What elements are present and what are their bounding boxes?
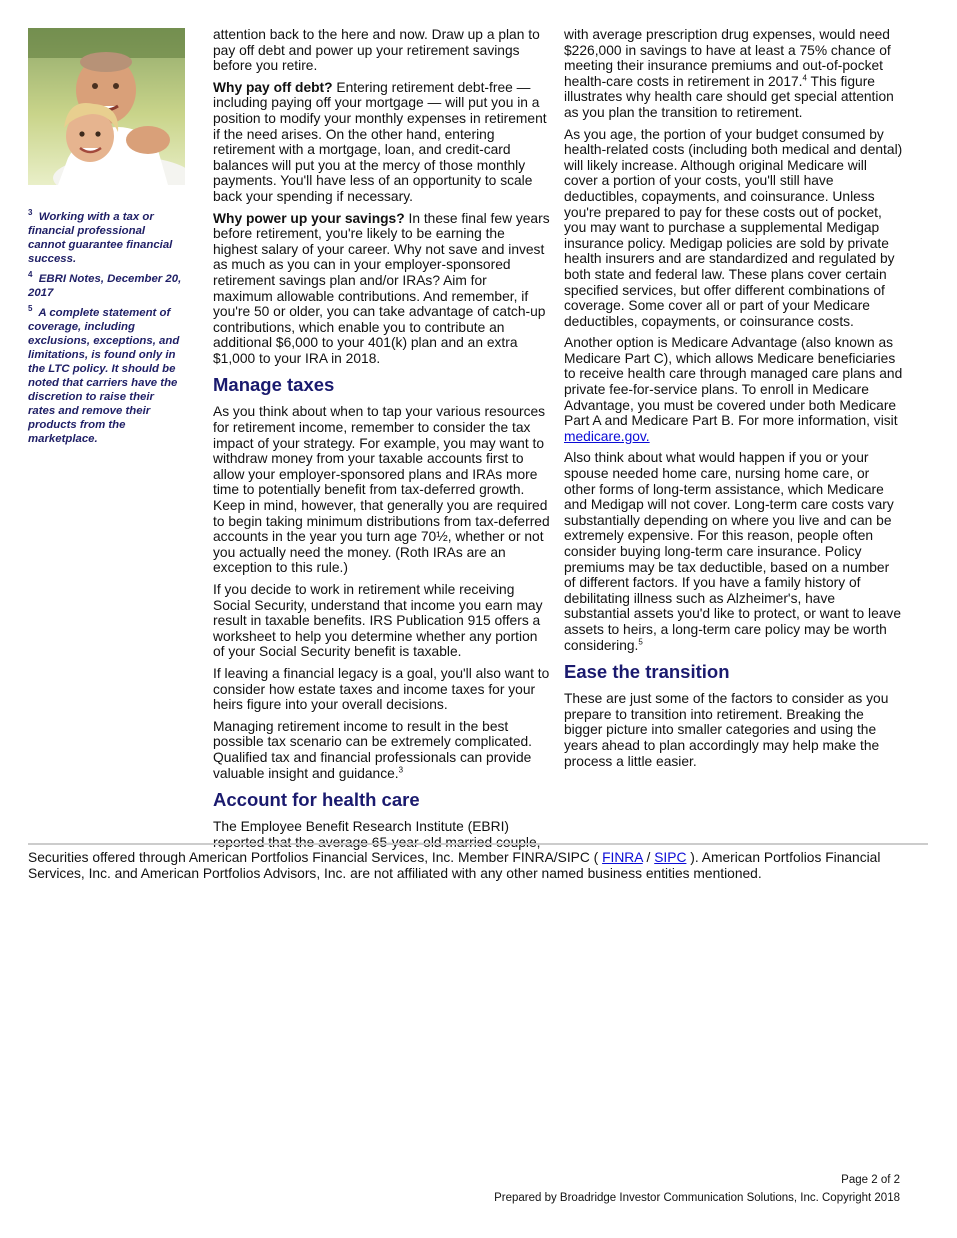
copyright-line: Prepared by Broadridge Investor Communication Solutions, Inc. Copyright 2018 — [494, 1192, 900, 1204]
paragraph: If you decide to work in retirement while receiving Social Security, understand that income you earn may result in taxable benefits. IRS Publication 915 offers a worksheet to help you determine whether any portion of your Social Security benefit is taxable. — [213, 582, 543, 660]
divider — [28, 843, 928, 845]
heading-account-health-care: Account for health care — [213, 789, 420, 811]
paragraph: The Employee Benefit Research Institute (EBRI) — [213, 819, 509, 835]
paragraph-debt: Why pay off debt? Entering retirement debt-free — including paying off your mortgage — will put you in a position to modify your monthly expenses in retirement if the need arises. On the other hand, entering retirement with a mortgage, loan, and credit-card balances will put you at the mercy of those monthly payments. You'll have less of an opportunity to scale back your spending if necessary. — [213, 79, 547, 204]
paragraph: These are just some of the factors to consider as you prepare to transition into retirement. Breaking the bigger picture into smaller categories and using the years ahead to plan accordingly may help make the process a little easier. — [564, 691, 889, 769]
footnote-3: $^3$ Working with a tax or financial professional cannot guarantee financial success. — [28, 208, 173, 265]
paragraph: As you age, the portion of your budget consumed by health-related costs (including both medical and dental) will likely increase. Although original Medicare will cover a portion of your costs, you'll still have deductibles, copayments, and coinsurance. Unless you're prepared to pay for these costs out of pocket, you may want to purchase a supplemental Medigap insurance policy. Medigap policies are sold by private health insurers and are standardized and regulated by both state and federal law. These plans cover certain specified services, but offer different combinations of coverage. Some cover all or part of your Medicare deductibles, copayments, or coinsurance costs. — [564, 126, 903, 329]
paragraph: If leaving a financial legacy is a goal, you'll also want to consider how estate taxes and income taxes for your heirs figure into your overall decisions. — [213, 665, 550, 713]
paragraph-medicare-advantage: Another option is Medicare Advantage (also known as Medicare Part C), which allows Medicare beneficiaries to receive health care through managed care plans and private fee-for-service plans. To enroll in Medicare Advantage, you must be covered under both Medicare Part A and Medicare Part B. For more information, visit medicare.gov. — [564, 335, 903, 444]
paragraph-savings: Why power up your savings? In these final few years before retirement, you're likely to be earning the highest salary of your career. Why not save and invest as much as you can in your employer-sponsored retirement savings plan and/or IRAs? Aim for maximum allowable contributions. And remember, if you're 50 or older, you can take advantage of catch-up contributions, which enable you to contribute an additional $6,000 to your 401(k) plan and an extra $1,000 to your IRA in 2018. — [213, 210, 550, 366]
sidebar-footnotes — [28, 210, 183, 452]
securities-disclaimer: Securities offered through American Portfolios Financial Services, Inc. Member FINRA/SIPC ( FINRA / SIPC ). American Portfolios Financial Services, Inc. and American Portfolios Advisors, Inc. are not affiliated with any other named business entities mentioned. — [28, 850, 881, 881]
couple-photo — [28, 28, 185, 185]
heading-ease-transition: Ease the transition — [564, 661, 730, 683]
couple-photo-icon — [28, 28, 185, 185]
paragraph: attention back to the here and now. Draw up a plan to pay off debt and power up your retirement savings before you retire. — [213, 27, 540, 74]
finra-link[interactable]: FINRA — [602, 850, 643, 865]
sipc-link[interactable]: SIPC — [654, 850, 687, 865]
paragraph: with average prescription drug expenses, would need $226,000 in savings to have at least a 75% chance of meeting their insurance premiums and out-of-pocket health-care costs in retirement in 2017.$^4$ This figure illustrates why health care should get special attention as you plan the transition to retirement. — [564, 27, 894, 120]
heading-manage-taxes: Manage taxes — [213, 374, 335, 396]
paragraph: Also think about what would happen if you or your spouse needed home care, nursing home care, or other forms of long-term assistance, which Medicare and Medigap will not cover. Long-term care costs vary substantially depending on where you live and can be extremely expensive. For this reason, people often consider buying long-term care insurance. Policy premiums may be tax deductible, based on a number of different factors. If you have a family history of debilitating illness such as Alzheimer's, have substantial assets you'd like to protect, or want to leave assets to heirs, a long-term care policy may be worth considering.$^5$ — [564, 450, 902, 653]
column-left — [213, 27, 550, 856]
page-number: Page 2 of 2 — [841, 1174, 900, 1186]
footnote-4: $^4$ EBRI Notes, December 20, 2017 — [28, 270, 182, 299]
paragraph: As you think about when to tap your various resources for retirement income, remember to consider the tax impact of your strategy. For example, you may want to withdraw money from your taxable accounts first to allow your employer-sponsored plans and IRAs more time to potentially benefit from tax-deferred growth. Keep in mind, however, that generally you are required to begin taking minimum distributions from tax-deferred accounts in the year you turn age 70½, whether or not you actually need the money. (Roth IRAs are an exception to this rule.) — [213, 404, 550, 576]
column-right — [564, 27, 904, 775]
medicare-gov-link[interactable]: medicare.gov. — [564, 428, 650, 444]
footnote-5: $^5$ A complete statement of coverage, including exclusions, exceptions, and limitations, is found only in the LTC policy. It should be noted that carriers have the discretion to raise their rates and remove their products from the marketplace. — [28, 304, 180, 445]
paragraph: Managing retirement income to result in the best possible tax scenario can be extremely complicated. Qualified tax and financial professionals can provide valuable insight and guidance.$^3$ — [213, 718, 533, 781]
